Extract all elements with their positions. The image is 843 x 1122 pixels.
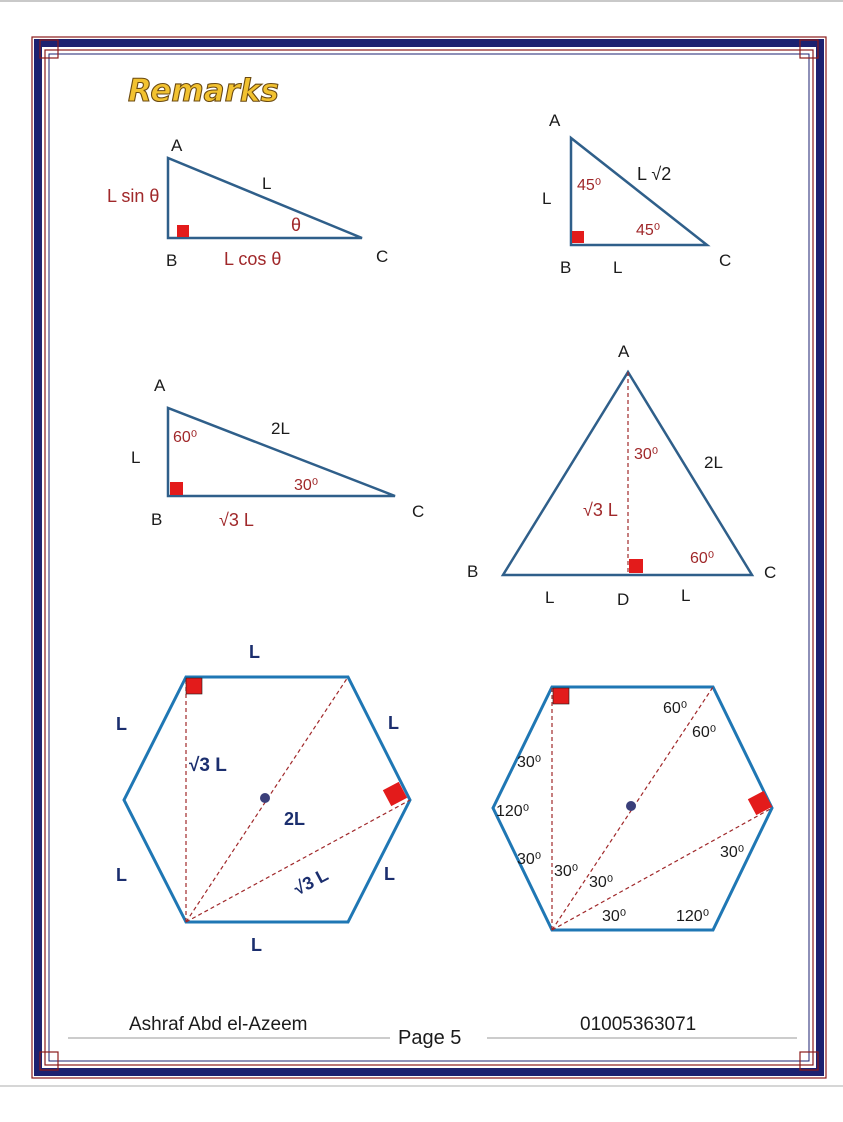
vertex-label-a: A: [618, 342, 630, 361]
right-angle-marker: [748, 791, 772, 815]
side-label-lower-left: L: [116, 865, 127, 885]
triangle-45: [542, 111, 731, 277]
vertex-label-c: C: [719, 251, 732, 270]
angle-label: 30⁰: [589, 874, 614, 891]
angle-label: 120⁰: [496, 803, 530, 820]
diagonal-label-long: 2L: [284, 809, 306, 829]
hexagon-center-dot: [260, 793, 270, 803]
vertex-label-b: B: [166, 251, 178, 270]
vertex-label-c: C: [376, 247, 389, 266]
base-label-right: L: [681, 586, 691, 605]
bottom-strip: [0, 1085, 843, 1119]
vertex-label-b: B: [467, 562, 479, 581]
side-label-upper-left: L: [116, 714, 127, 734]
diagonal-short: [552, 808, 772, 930]
angle-label-c: 60⁰: [690, 550, 715, 567]
footer: [68, 1014, 797, 1049]
angle-label-a: 30⁰: [634, 446, 659, 463]
hexagon-angles: [493, 687, 772, 930]
angle-label: 60⁰: [663, 700, 688, 717]
angle-label: 60⁰: [692, 724, 717, 741]
side-label-hypotenuse: 2L: [271, 419, 290, 438]
side-label-bottom: L: [251, 935, 262, 955]
right-angle-marker: [177, 225, 189, 237]
triangle-theta: [107, 136, 388, 270]
side-label-hypotenuse: L √2: [637, 164, 672, 184]
angle-label: 120⁰: [676, 908, 710, 925]
hexagon-lengths: [116, 642, 410, 955]
angle-label-a: 45⁰: [577, 177, 602, 194]
vertex-label-d: D: [617, 590, 630, 609]
vertex-label-c: C: [764, 563, 777, 582]
right-angle-marker: [629, 559, 643, 573]
base-label-left: L: [545, 588, 555, 607]
right-angle-marker: [553, 688, 569, 704]
page-title: Remarks: [128, 73, 279, 109]
side-label-bottom: L cos θ: [224, 249, 282, 269]
top-divider: [0, 0, 843, 2]
side-label-bottom: L: [613, 258, 623, 277]
footer-phone: 01005363071: [580, 1014, 697, 1035]
diagonal-label-vertical: √3 L: [189, 755, 227, 776]
vertex-label-a: A: [154, 376, 166, 395]
triangle-theta-shape: [168, 158, 362, 238]
angle-label: 30⁰: [554, 863, 579, 880]
diagonal-label-short: √3 L: [290, 864, 332, 900]
vertex-label-c: C: [412, 502, 425, 521]
vertex-label-b: B: [560, 258, 572, 277]
angle-label-theta: θ: [291, 215, 302, 235]
angle-label-c: 45⁰: [636, 222, 661, 239]
right-angle-marker: [572, 231, 584, 243]
footer-author: Ashraf Abd el-Azeem: [129, 1014, 308, 1035]
triangle-equilateral: [467, 342, 776, 609]
angle-label: 30⁰: [517, 851, 542, 868]
footer-page-number: Page 5: [398, 1027, 462, 1049]
angle-label: 30⁰: [602, 908, 627, 925]
triangle-30-60: [131, 376, 424, 530]
side-label-left: L sin θ: [107, 186, 160, 206]
right-angle-marker: [186, 678, 202, 694]
side-label-hypotenuse: L: [262, 174, 272, 193]
altitude-label: √3 L: [583, 500, 618, 520]
hexagon-center-dot: [626, 801, 636, 811]
side-label-upper-right: L: [388, 713, 399, 733]
side-label-bottom: √3 L: [219, 510, 254, 530]
side-label-lower-right: L: [384, 864, 395, 884]
vertex-label-a: A: [171, 136, 183, 155]
right-angle-marker: [170, 482, 183, 495]
side-label-top: L: [249, 642, 260, 662]
angle-label: 30⁰: [517, 754, 542, 771]
vertex-label-b: B: [151, 510, 163, 529]
side-label-right: 2L: [704, 453, 723, 472]
angle-label: 30⁰: [720, 844, 745, 861]
vertex-label-a: A: [549, 111, 561, 130]
angle-label-c: 30⁰: [294, 477, 319, 494]
side-label-left: L: [542, 189, 552, 208]
side-label-left: L: [131, 448, 141, 467]
angle-label-a: 60⁰: [173, 429, 198, 446]
